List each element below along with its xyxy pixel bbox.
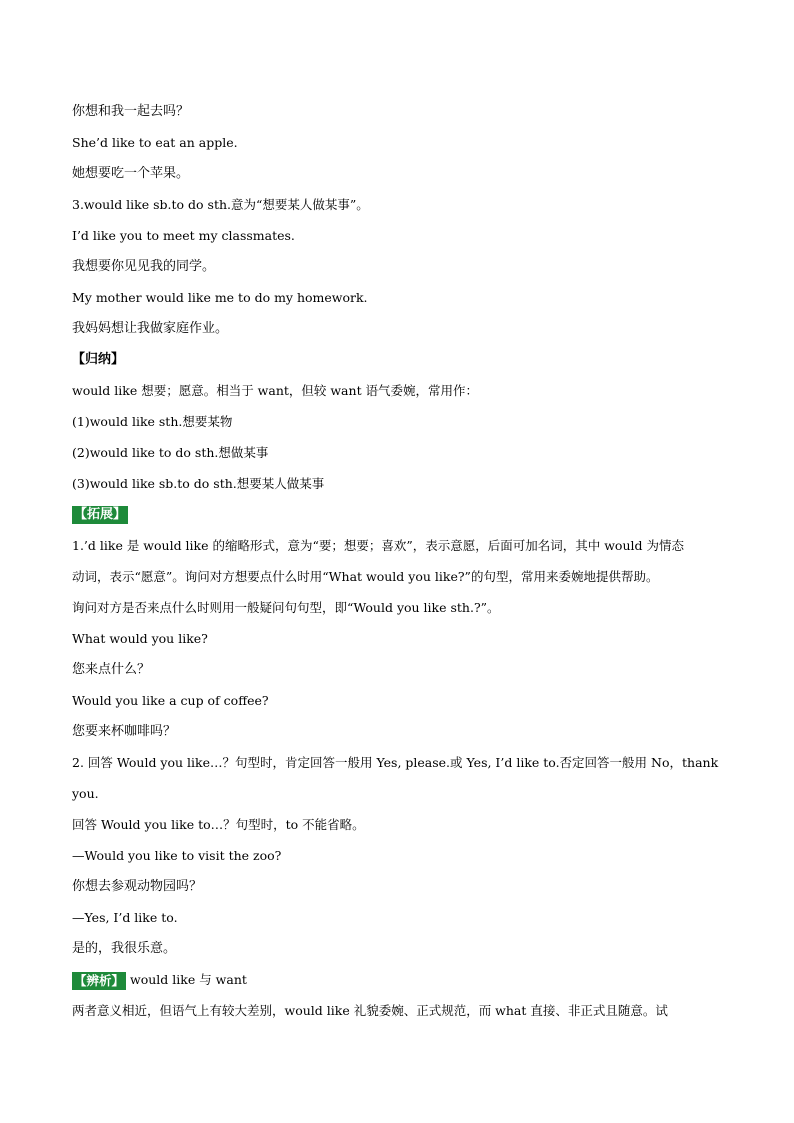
list-item: (2)would like to do sth.想做某事 — [72, 445, 269, 460]
dialogue-zh: 是的，我很乐意。 — [72, 941, 177, 956]
section-heading-tuozhan — [72, 499, 732, 530]
text-line: 询问对方是否来点什么时则用一般疑问句句型，即“Would you like sth.?”。 — [72, 600, 500, 615]
section-heading-bianxi — [72, 964, 732, 995]
text-line: I’d like you to meet my classmates. — [72, 228, 295, 243]
example-en: Would you like a cup of coffee? — [72, 693, 269, 708]
text-line: 动词，表示“愿意”。询问对方想要点什么时用“What would you like?”的句型，常用来委婉地提供帮助。 — [72, 569, 659, 584]
dialogue-en: —Would you like to visit the zoo? — [72, 848, 282, 863]
text-line: 3.would like sb.to do sth.意为“想要某人做某事”。 — [72, 197, 369, 212]
tag-label: 【辨析】 — [74, 972, 125, 988]
dialogue-en: —Yes, I’d like to. — [72, 910, 178, 925]
text-line: 你想和我一起去吗？ — [72, 104, 190, 119]
text-line: 我妈妈想让我做家庭作业。 — [72, 321, 229, 336]
text-line: 她想要吃一个苹果。 — [72, 166, 190, 181]
text-line: 1.’d like 是 would like 的缩略形式，意为“要；想要；喜欢”，表示意愿，后面可加名词，其中 would 为情态 — [72, 538, 684, 553]
text-line: 两者意义相近，但语气上有较大差别，would like 礼貌委婉、正式规范，而 what 直接、非正式且随意。试 — [72, 1003, 668, 1018]
document-page — [72, 96, 732, 1026]
text-line: My mother would like me to do my homework. — [72, 290, 368, 305]
example-en: What would you like? — [72, 631, 208, 646]
text-line: you. — [72, 786, 99, 801]
section-heading-guina: 【归纳】 — [72, 352, 125, 367]
text-line: would like 想要；愿意。相当于 want，但较 want 语气委婉，常用作： — [72, 383, 479, 398]
example-zh: 您要来杯咖啡吗？ — [72, 724, 177, 739]
text-line: 我想要你见见我的同学。 — [72, 259, 216, 274]
bianxi-title: would like 与 want — [130, 972, 247, 987]
text-line: 2. 回答 Would you like…？句型时，肯定回答一般用 Yes, please.或 Yes, I’d like to.否定回答一般用 No，thank — [72, 755, 719, 770]
list-item: (1)would like sth.想要某物 — [72, 414, 233, 429]
dialogue-zh: 你想去参观动物园吗？ — [72, 879, 203, 894]
list-item: (3)would like sb.to do sth.想要某人做某事 — [72, 476, 325, 491]
example-zh: 您来点什么？ — [72, 662, 151, 677]
text-line: She’d like to eat an apple. — [72, 135, 238, 150]
tag-label: 【拓展】 — [74, 506, 127, 522]
text-line: 回答 Would you like to…？句型时，to 不能省略。 — [72, 817, 365, 832]
